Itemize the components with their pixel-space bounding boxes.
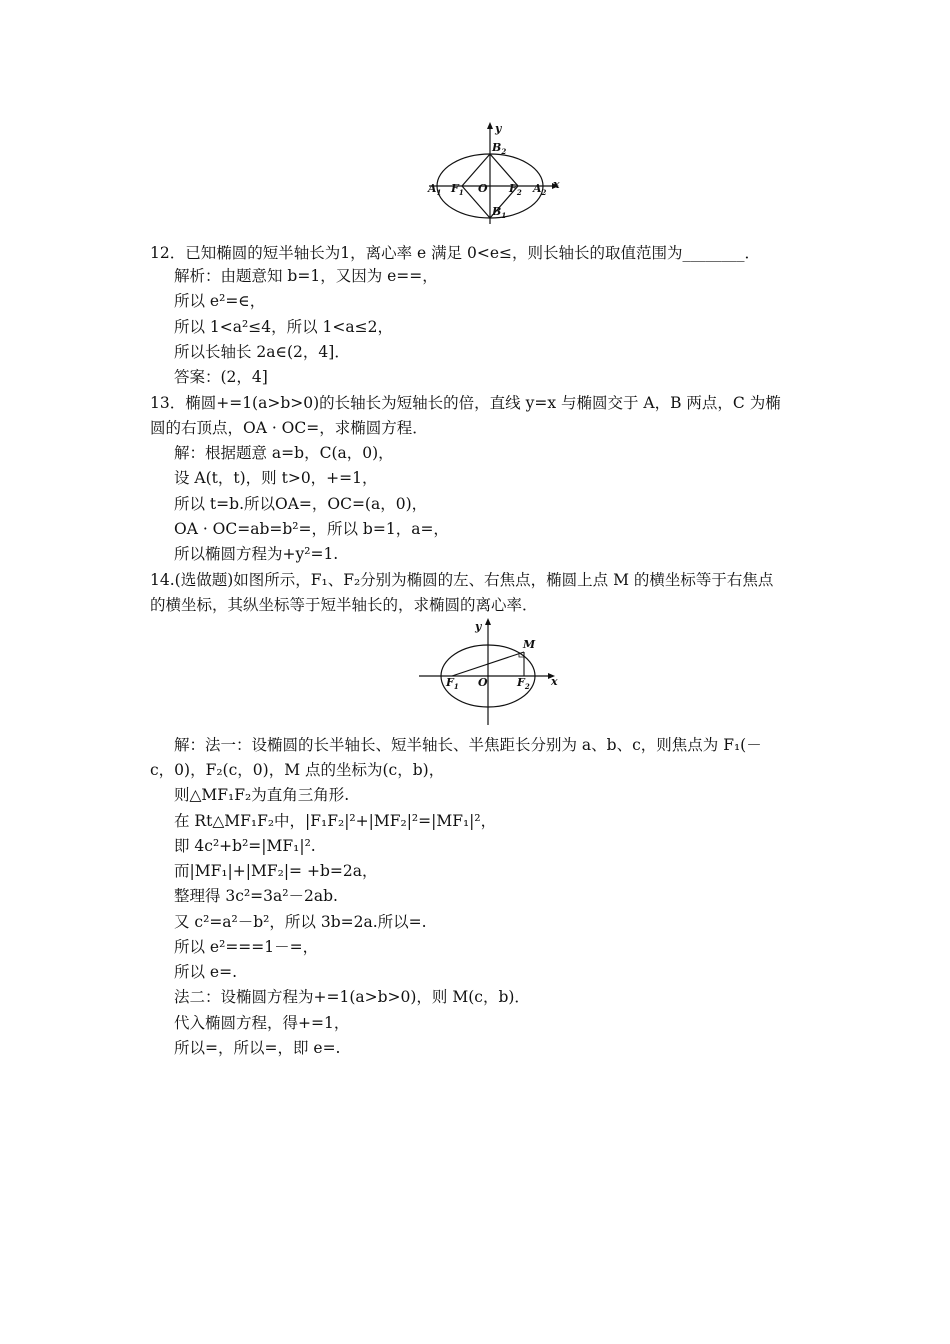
q12-analysis-1: 解析：由题意知 b=1，又因为 e==， <box>174 267 438 285</box>
label-x: x <box>553 178 560 191</box>
q14-method2-1: 法二：设椭圆方程为+=1(a>b>0)，则 M(c，b)． <box>174 988 530 1006</box>
q14-method2-2: 代入椭圆方程，得+=1， <box>174 1014 350 1032</box>
label-f1: $F_1$ <box>446 676 459 691</box>
label-y: y <box>495 122 502 135</box>
q14-line-1: 14.(选做题)如图所示，F₁、F₂分别为椭圆的左、右焦点，椭圆上点 M 的横坐标等于右焦点 <box>150 571 774 589</box>
q14-solution-5: 即 4c²+b²=|MF₁|². <box>174 837 316 855</box>
label-b1: $B_1$ <box>492 205 507 220</box>
label-f1: $F_1$ <box>451 182 464 197</box>
label-x: x <box>551 675 558 688</box>
label-a1: $A_1$ <box>428 182 442 197</box>
y-axis-arrow <box>485 618 491 625</box>
label-m: M <box>523 638 536 651</box>
q14-line-2: 的横坐标，其纵坐标等于短半轴长的，求椭圆的离心率． <box>150 596 538 614</box>
q13-line-1: 13．椭圆+=1(a>b>0)的长轴长为短轴长的倍，直线 y=x 与椭圆交于 A，B 两点，C 为椭 <box>150 394 781 412</box>
q13-solution-5: 所以椭圆方程为+y²=1. <box>174 545 339 563</box>
q14-solution-4: 在 Rt△MF₁F₂中，|F₁F₂|²+|MF₂|²=|MF₁|²， <box>174 812 497 830</box>
q13-solution-4: OA · OC=ab=b²=，所以 b=1，a=， <box>174 520 449 538</box>
q12-answer: 答案：(2，4] <box>174 368 268 386</box>
q14-solution-10: 所以 e=. <box>174 963 238 981</box>
q14-method2-3: 所以=，所以=，即 e=. <box>174 1039 341 1057</box>
label-y: y <box>475 620 482 633</box>
label-f2: $F_2$ <box>517 676 530 691</box>
label-a2: $A_2$ <box>533 182 547 197</box>
q14-solution-2: c，0)，F₂(c，0)，M 点的坐标为(c，b)， <box>150 761 445 779</box>
q13-solution-2: 设 A(t，t)，则 t>0，+=1， <box>174 469 378 487</box>
q12-analysis-2: 所以 e²=∈， <box>174 292 266 310</box>
y-axis-arrow <box>487 122 493 129</box>
q14-solution-9: 所以 e²===1－=， <box>174 938 319 956</box>
label-o: O <box>478 676 488 689</box>
label-b2: $B_2$ <box>492 141 507 156</box>
q14-solution-1: 解：法一：设椭圆的长半轴长、短半轴长、半焦距长分别为 a、b、c，则焦点为 F₁(－ <box>174 736 762 754</box>
q14-solution-8: 又 c²=a²－b²，所以 3b=2a.所以=. <box>174 913 427 931</box>
q13-solution-3: 所以 t=b.所以OA=，OC=(a，0)， <box>174 495 428 513</box>
q13-line-2: 圆的右顶点，OA · OC=，求椭圆方程． <box>150 419 428 437</box>
q14-solution-7: 整理得 3c²=3a²－2ab. <box>174 887 338 905</box>
label-f2: $F_2$ <box>509 182 522 197</box>
q14-solution-3: 则△MF₁F₂为直角三角形. <box>174 786 350 804</box>
ellipse-figure-2 <box>415 615 565 727</box>
q14-solution-6: 而|MF₁|+|MF₂|= +b=2a， <box>174 862 378 880</box>
q12-line: 12．已知椭圆的短半轴长为1，离心率 e 满足 0<e≤，则长轴长的取值范围为________． <box>150 244 761 262</box>
q12-analysis-3: 所以 1<a²≤4，所以 1<a≤2， <box>174 318 393 336</box>
label-o: O <box>478 182 488 195</box>
ellipse-figure-1 <box>425 120 565 228</box>
q12-analysis-4: 所以长轴长 2a∈(2，4]． <box>174 343 350 361</box>
q13-solution-1: 解：根据题意 a=b，C(a，0)， <box>174 444 394 462</box>
